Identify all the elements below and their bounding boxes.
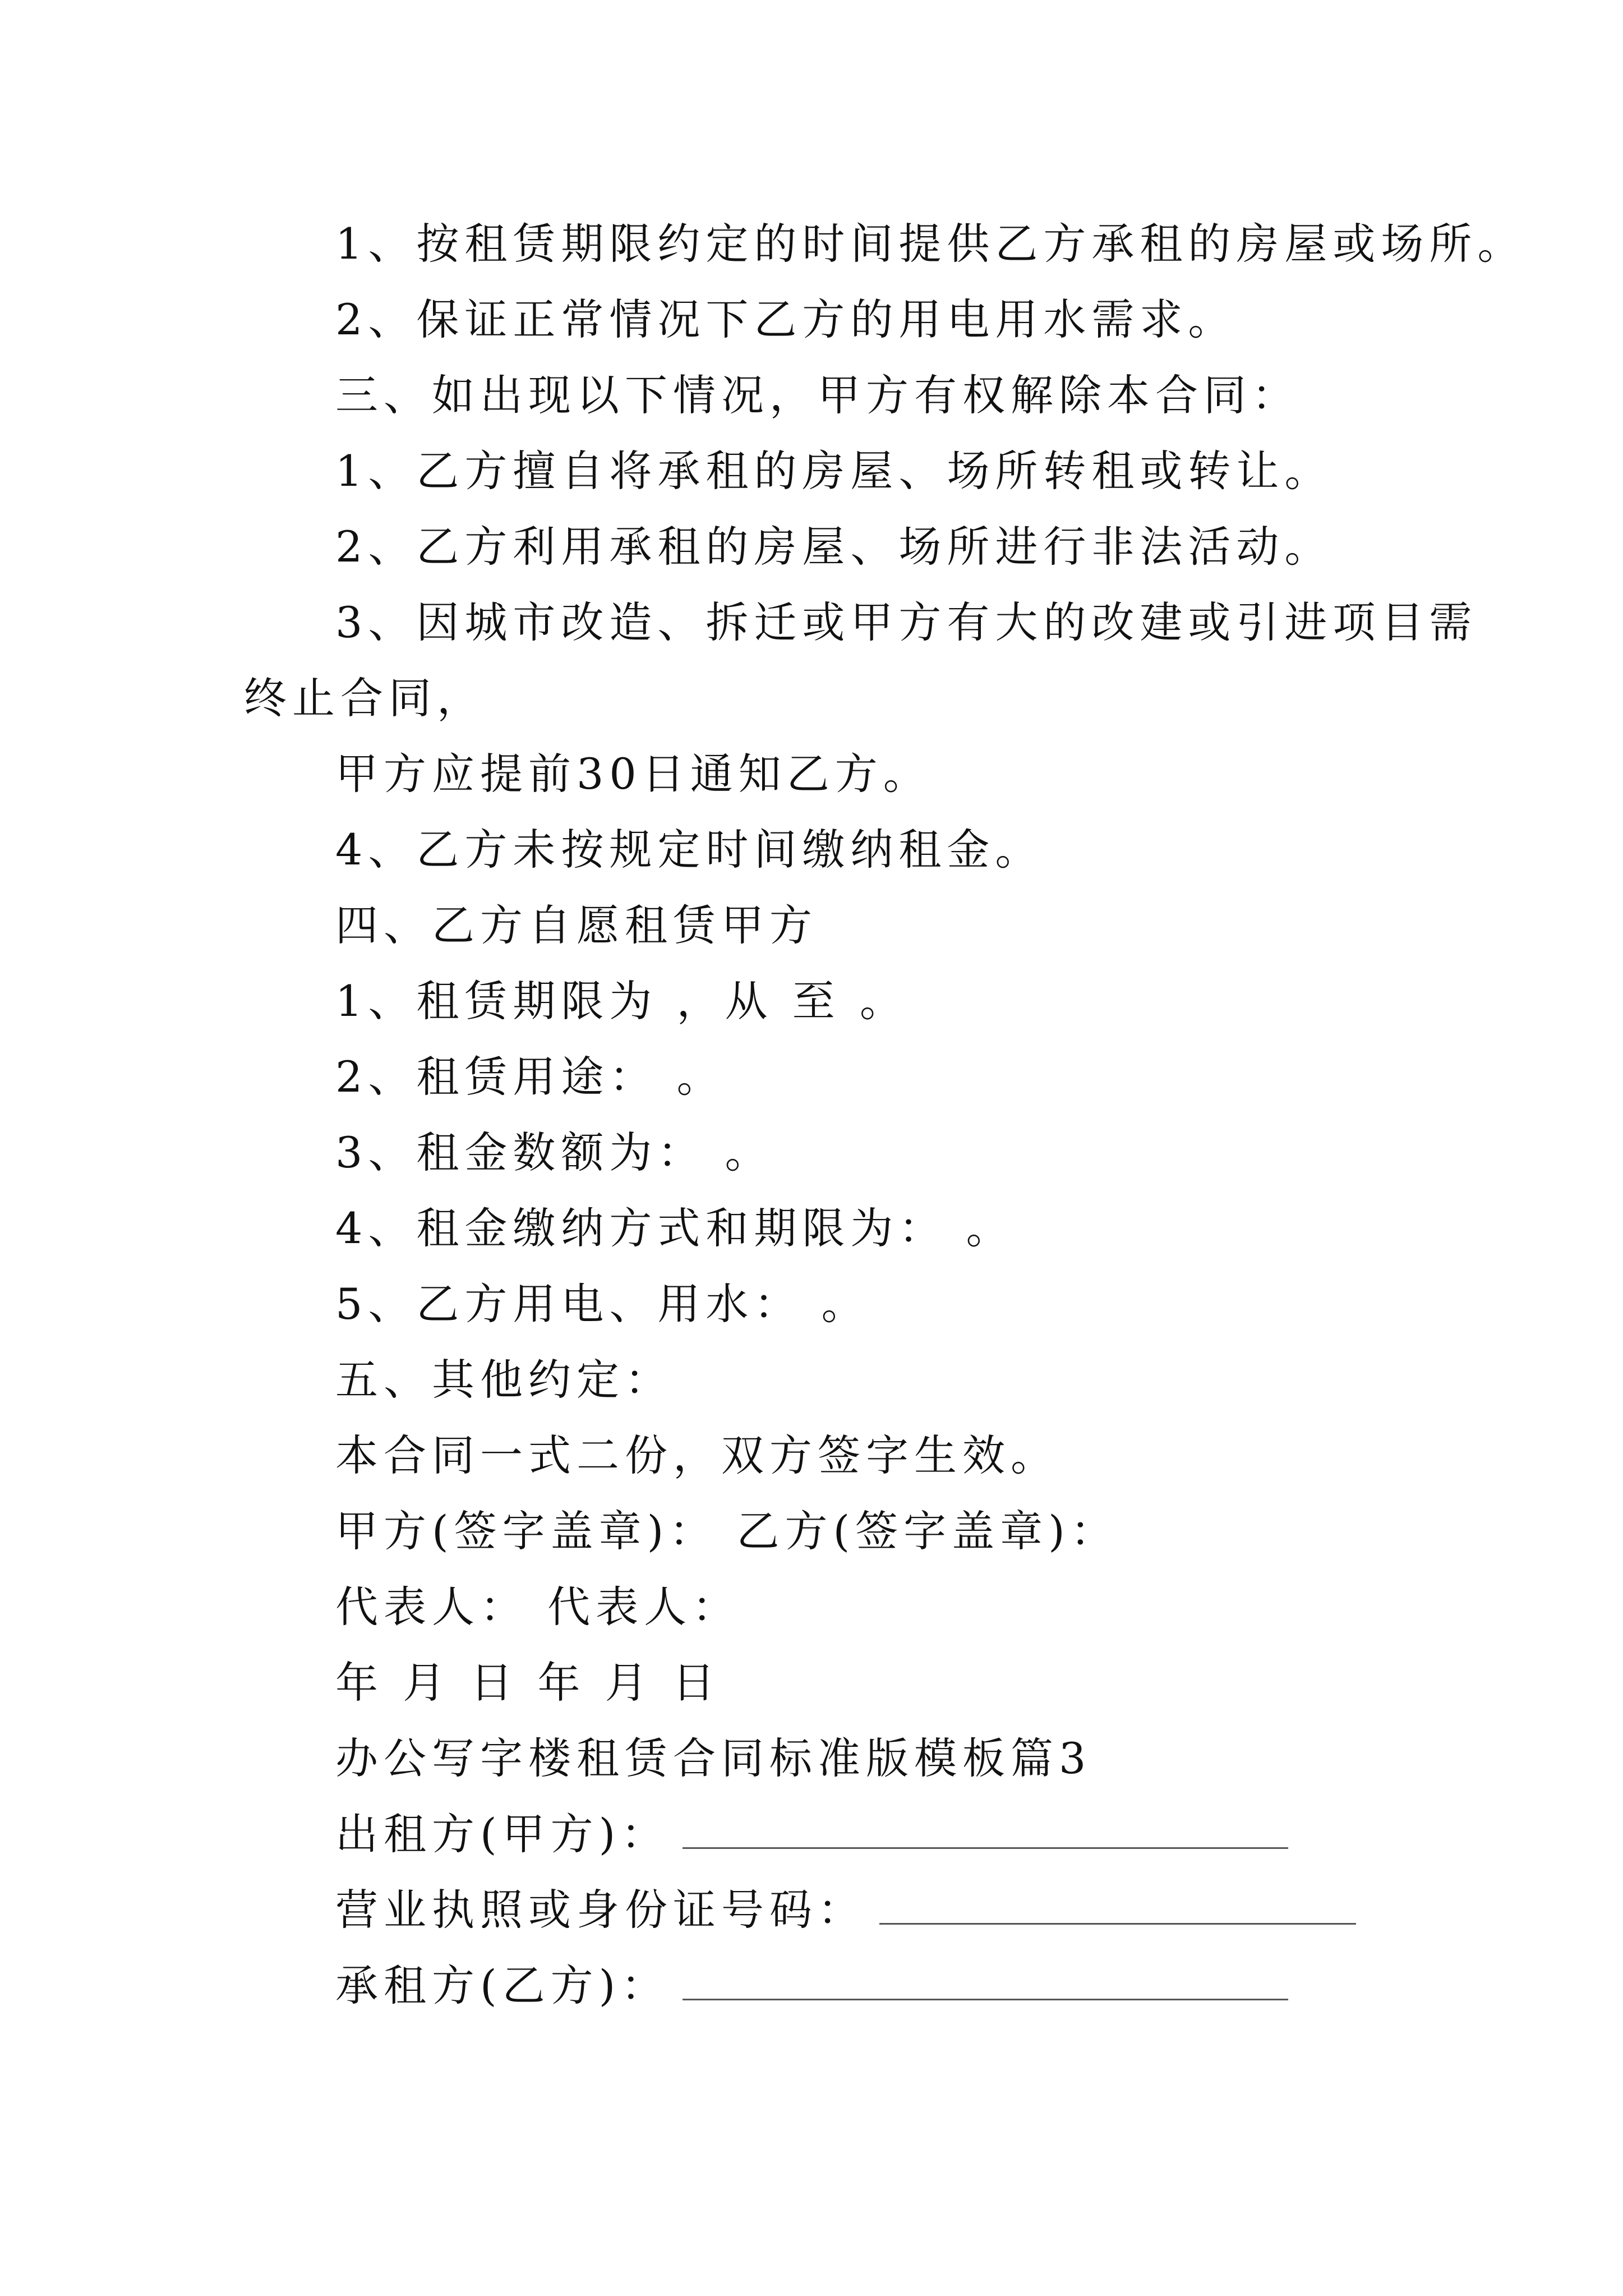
fill-in-blank[interactable] [683,1959,1288,2000]
form-field-label: 承租方(乙方)： [335,1961,670,2010]
paragraph: 2、租赁用途： 。 [335,1052,725,1102]
representative-line: 代表人： 代表人： [335,1582,741,1632]
section-heading: 五、其他约定： [335,1355,673,1405]
fill-in-blank[interactable] [683,1808,1288,1849]
form-field-label: 出租方(甲方)： [335,1809,670,1859]
form-field-lessor [335,1806,1288,1862]
paragraph: 5、乙方用电、用水： 。 [335,1279,870,1329]
paragraph: 2、保证正常情况下乙方的用电用水需求。 [335,295,1237,344]
paragraph: 1、租赁期限为 ，从 至 。 [335,976,908,1026]
paragraph: 1、乙方擅自将承租的房屋、场所转租或转让。 [335,446,1333,496]
paragraph: 本合同一式二份，双方签字生效。 [335,1430,1059,1480]
form-field-lessee [335,1958,1288,2014]
date-line: 年 月 日 年 月 日 [335,1658,721,1708]
section-heading: 三、如出现以下情况，甲方有权解除本合同： [335,370,1300,420]
paragraph: 3、租金数额为： 。 [335,1128,773,1177]
paragraph: 3、因城市改造、拆迁或甲方有大的改建或引进项目需 [335,597,1478,647]
paragraph: 2、乙方利用承租的房屋、场所进行非法活动。 [335,522,1333,572]
signature-line: 甲方(签字盖章)： 乙方(签字盖章)： [335,1506,1119,1556]
form-field-label: 营业执照或身份证号码： [335,1885,866,1935]
paragraph: 4、乙方未按规定时间缴纳租金。 [335,825,1044,875]
paragraph: 甲方应提前30日通知乙方。 [335,749,932,799]
document-title: 办公写字楼租赁合同标准版模板篇3 [335,1733,1092,1783]
section-heading: 四、乙方自愿租赁甲方 [335,900,818,950]
paragraph-continuation: 终止合同， [244,673,485,723]
form-field-license-id [335,1882,1356,1938]
paragraph: 1、按租赁期限约定的时间提供乙方承租的房屋或场所。 [335,219,1526,269]
paragraph: 4、租金缴纳方式和期限为： 。 [335,1203,1015,1253]
fill-in-blank[interactable] [879,1884,1356,1925]
